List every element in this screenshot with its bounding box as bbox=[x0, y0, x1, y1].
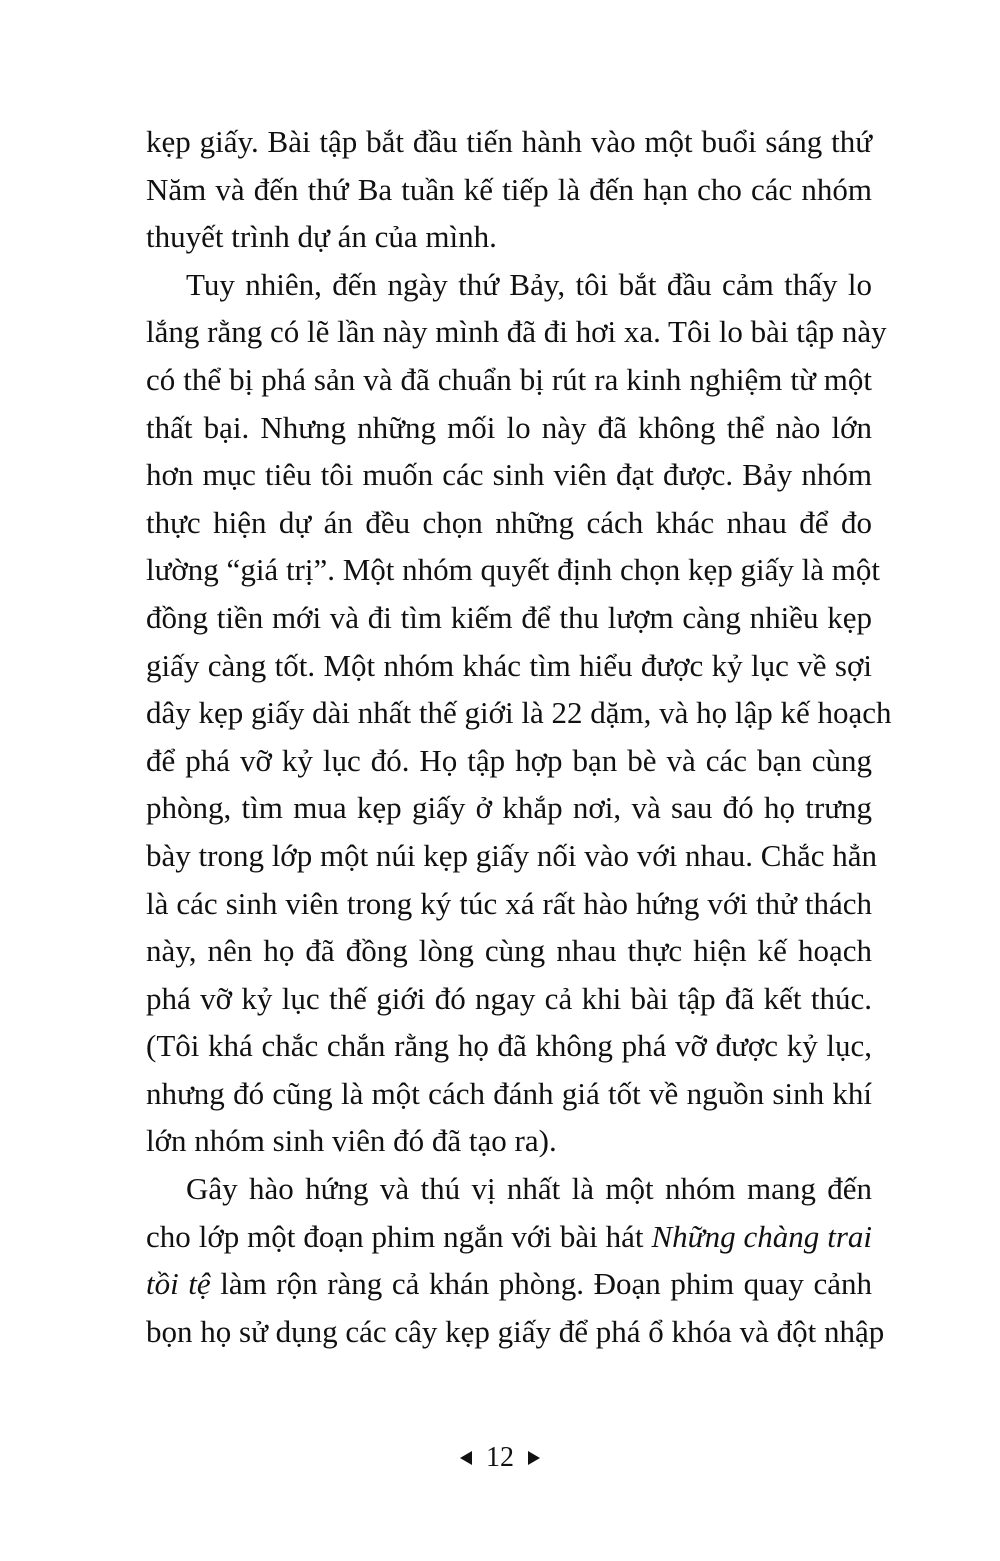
text-line: thất bại. Nhưng những mối lo này đã không thể nào lớn bbox=[146, 409, 872, 445]
text-line: này, nên họ đã đồng lòng cùng nhau thực hiện kế hoạch bbox=[146, 933, 872, 969]
text-line: thuyết trình dự án của mình. bbox=[146, 219, 497, 255]
text-line bbox=[146, 1260, 872, 1308]
song-title: Những chàng trai bbox=[651, 1218, 873, 1254]
text-segment: làm rộn ràng cả khán phòng. Đoạn phim quay cảnh bbox=[210, 1266, 872, 1302]
text-line: dây kẹp giấy dài nhất thế giới là 22 dặm, và họ lập kế hoạch bbox=[146, 695, 892, 731]
text-line: để phá vỡ kỷ lục đó. Họ tập hợp bạn bè và các bạn cùng bbox=[146, 742, 872, 778]
text-line: lớn nhóm sinh viên đó đã tạo ra). bbox=[146, 1123, 557, 1159]
text-line: đồng tiền mới và đi tìm kiếm để thu lượm càng nhiều kẹp bbox=[146, 599, 872, 635]
triangle-left-icon bbox=[460, 1451, 472, 1465]
text-line: Năm và đến thứ Ba tuần kế tiếp là đến hạn cho các nhóm bbox=[146, 171, 872, 207]
text-line: Gây hào hứng và thú vị nhất là một nhóm mang đến bbox=[186, 1171, 872, 1207]
text-line: phá vỡ kỷ lục thế giới đó ngay cả khi bài tập đã kết thúc. bbox=[146, 980, 872, 1016]
text-segment: cho lớp một đoạn phim ngắn với bài hát bbox=[146, 1218, 644, 1254]
song-title-continued: tồi tệ bbox=[146, 1266, 211, 1302]
text-line: Tuy nhiên, đến ngày thứ Bảy, tôi bắt đầu cảm thấy lo bbox=[186, 266, 872, 302]
text-line: hơn mục tiêu tôi muốn các sinh viên đạt được. Bảy nhóm bbox=[146, 457, 872, 493]
text-line: thực hiện dự án đều chọn những cách khác nhau để đo bbox=[146, 504, 872, 540]
text-line: lường “giá trị”. Một nhóm quyết định chọn kẹp giấy là một bbox=[146, 552, 881, 588]
body-text bbox=[146, 118, 892, 1355]
triangle-right-icon bbox=[528, 1451, 540, 1465]
text-line: là các sinh viên trong ký túc xá rất hào hứng với thử thách bbox=[146, 885, 872, 921]
text-line: bày trong lớp một núi kẹp giấy nối vào với nhau. Chắc hẳn bbox=[146, 837, 878, 873]
text-line bbox=[146, 1213, 872, 1261]
text-line: nhưng đó cũng là một cách đánh giá tốt về nguồn sinh khí bbox=[146, 1075, 872, 1111]
text-line: bọn họ sử dụng các cây kẹp giấy để phá ổ khóa và đột nhập bbox=[146, 1313, 885, 1349]
text-line: (Tôi khá chắc chắn rằng họ đã không phá vỡ được kỷ lục, bbox=[146, 1028, 872, 1064]
text-line: phòng, tìm mua kẹp giấy ở khắp nơi, và sau đó họ trưng bbox=[146, 790, 872, 826]
text-line: giấy càng tốt. Một nhóm khác tìm hiểu được kỷ lục về sợi bbox=[146, 647, 872, 683]
text-line: lắng rằng có lẽ lần này mình đã đi hơi xa. Tôi lo bài tập này bbox=[146, 314, 887, 350]
text-line: kẹp giấy. Bài tập bắt đầu tiến hành vào một buổi sáng thứ bbox=[146, 124, 872, 159]
page-number: 12 bbox=[486, 1442, 514, 1473]
page-footer bbox=[0, 1438, 1000, 1478]
text-line: có thể bị phá sản và đã chuẩn bị rút ra kinh nghiệm từ một bbox=[146, 361, 872, 397]
